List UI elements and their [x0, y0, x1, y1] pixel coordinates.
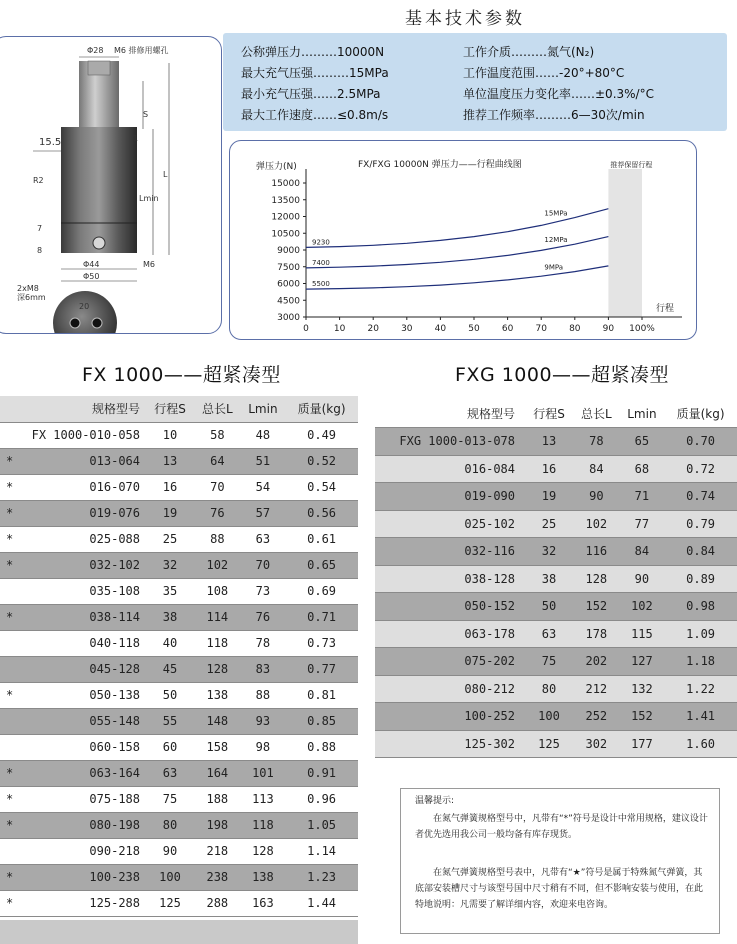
dim-m6-thread: M6 排修用螺孔: [114, 46, 169, 55]
row-stroke: 38: [525, 565, 573, 593]
row-mark: [0, 656, 16, 682]
row-stroke: 60: [146, 734, 194, 760]
param-row: [223, 43, 727, 64]
bottom-view-disc: [53, 291, 117, 333]
table-row: [375, 538, 737, 566]
row-stroke: 25: [146, 526, 194, 552]
param-temp-range: 工作温度范围……-20°+80°C: [463, 66, 625, 80]
row-model: 075-202: [375, 648, 525, 676]
param-temp-coeff: 单位温度压力变化率……±0.3%/°C: [463, 87, 654, 101]
row-total-length: 148: [194, 708, 241, 734]
param-max-pressure: 最大充气压强………15MPa: [241, 66, 389, 80]
row-mass: 1.44: [285, 890, 358, 916]
row-total-length: 252: [573, 703, 620, 731]
y-tick-label: 10500: [271, 229, 300, 240]
row-total-length: 84: [573, 455, 620, 483]
row-mass: 0.49: [285, 422, 358, 448]
row-lmin: 127: [620, 648, 665, 676]
table-row: [0, 552, 358, 578]
row-mark: *: [0, 812, 16, 838]
row-lmin: 118: [241, 812, 286, 838]
row-stroke: 125: [525, 730, 573, 758]
row-total-length: 178: [573, 620, 620, 648]
table-row: [0, 422, 358, 448]
force-stroke-chart: [230, 141, 696, 339]
row-total-length: 102: [194, 552, 241, 578]
table-header-row: [0, 396, 358, 422]
param-row: [223, 85, 727, 106]
parameters-box: [223, 33, 727, 131]
dim-20: 20: [79, 302, 90, 311]
row-mark: [0, 630, 16, 656]
dim-lmin: Lmin: [139, 194, 159, 203]
row-total-length: 78: [573, 428, 620, 456]
reserved-stroke-zone: [608, 169, 642, 317]
row-mass: 0.54: [285, 474, 358, 500]
x-tick-label: 40: [434, 324, 447, 334]
technical-drawing: [0, 37, 221, 333]
row-total-length: 58: [194, 422, 241, 448]
row-model: 038-128: [375, 565, 525, 593]
row-lmin: 101: [241, 760, 286, 786]
row-mark: *: [0, 552, 16, 578]
table-row: [0, 838, 358, 864]
row-model: 125-302: [375, 730, 525, 758]
header-model: 规格型号: [375, 400, 525, 428]
row-stroke: 50: [146, 682, 194, 708]
row-lmin: 54: [241, 474, 286, 500]
row-model: 032-116: [375, 538, 525, 566]
row-mark: [0, 734, 16, 760]
row-model: 080-212: [375, 675, 525, 703]
x-tick-label: 20: [367, 324, 379, 334]
row-total-length: 238: [194, 864, 241, 890]
row-mass: 1.22: [664, 675, 737, 703]
x-tick-label: 70: [535, 324, 547, 334]
row-lmin: 138: [241, 864, 286, 890]
row-model: FXG 1000-013-078: [375, 428, 525, 456]
row-total-length: 70: [194, 474, 241, 500]
row-total-length: 218: [194, 838, 241, 864]
row-lmin: 115: [620, 620, 665, 648]
y-axis-label: 弹压力(N): [256, 162, 297, 172]
row-mass: 0.69: [285, 578, 358, 604]
row-lmin: 152: [620, 703, 665, 731]
chart-title: FX/FXG 10000N 弹压力——行程曲线图: [358, 160, 522, 170]
dim-phi-50: Φ50: [83, 272, 100, 281]
table-row: [0, 760, 358, 786]
row-lmin: 83: [241, 656, 286, 682]
row-mass: 0.79: [664, 510, 737, 538]
header-mass: 质量(kg): [664, 400, 737, 428]
fxg-spec-table: [375, 400, 737, 758]
y-tick-label: 9000: [277, 246, 300, 256]
row-model: 038-114: [16, 604, 146, 630]
x-tick-label: 60: [501, 324, 514, 334]
row-mark: [0, 708, 16, 734]
row-mark: *: [0, 604, 16, 630]
row-lmin: 73: [241, 578, 286, 604]
row-lmin: 102: [620, 593, 665, 621]
row-lmin: 77: [620, 510, 665, 538]
header-total-length: 总长L: [573, 400, 620, 428]
row-model: 019-090: [375, 483, 525, 511]
notice-box: [400, 788, 720, 934]
dim-total-length: L: [163, 170, 168, 179]
row-model: 063-178: [375, 620, 525, 648]
row-mark: *: [0, 760, 16, 786]
row-mass: 0.65: [285, 552, 358, 578]
row-mark: [0, 422, 16, 448]
table-row: [375, 428, 737, 456]
series-start-label: 9230: [312, 238, 330, 247]
x-tick-label: 50: [468, 324, 480, 334]
row-lmin: 98: [241, 734, 286, 760]
dim-m6: M6: [143, 260, 155, 269]
table-row: [375, 648, 737, 676]
row-lmin: 65: [620, 428, 665, 456]
row-mass: 0.56: [285, 500, 358, 526]
row-stroke: 25: [525, 510, 573, 538]
row-mark: *: [0, 864, 16, 890]
row-total-length: 102: [573, 510, 620, 538]
param-max-speed: 最大工作速度……≤0.8m/s: [241, 108, 389, 122]
row-mass: 1.23: [285, 864, 358, 890]
header-total-length: 总长L: [194, 396, 241, 422]
row-stroke: 19: [525, 483, 573, 511]
row-mark: [0, 838, 16, 864]
y-tick-label: 4500: [277, 296, 300, 307]
row-total-length: 288: [194, 890, 241, 916]
row-mark: *: [0, 526, 16, 552]
row-total-length: 88: [194, 526, 241, 552]
table-row: [375, 510, 737, 538]
table-row: [0, 812, 358, 838]
row-mass: 1.14: [285, 838, 358, 864]
y-tick-label: 13500: [271, 195, 300, 206]
row-mass: 0.72: [664, 455, 737, 483]
y-tick-label: 6000: [277, 279, 300, 290]
row-total-length: 138: [194, 682, 241, 708]
fx-series-title: FX 1000——超紧凑型: [82, 364, 281, 386]
table-row: [0, 526, 358, 552]
dim-8: 8: [37, 246, 43, 255]
row-mark: [0, 578, 16, 604]
row-model: 090-218: [16, 838, 146, 864]
table-row: [0, 786, 358, 812]
row-stroke: 16: [146, 474, 194, 500]
row-stroke: 125: [146, 890, 194, 916]
row-total-length: 108: [194, 578, 241, 604]
row-mark: *: [0, 448, 16, 474]
row-stroke: 13: [146, 448, 194, 474]
row-model: 125-288: [16, 890, 146, 916]
row-lmin: 48: [241, 422, 286, 448]
row-mass: 0.61: [285, 526, 358, 552]
x-tick-label: 90: [602, 324, 615, 334]
row-total-length: 302: [573, 730, 620, 758]
header-mark: [0, 396, 16, 422]
row-model: 016-084: [375, 455, 525, 483]
row-model: 050-138: [16, 682, 146, 708]
row-lmin: 90: [620, 565, 665, 593]
table-row: [375, 483, 737, 511]
table-row: [375, 703, 737, 731]
row-mass: 0.96: [285, 786, 358, 812]
force-stroke-chart-panel: [229, 140, 697, 340]
fxg-series-title: FXG 1000——超紧凑型: [455, 364, 670, 386]
row-total-length: 118: [194, 630, 241, 656]
row-mass: 0.89: [664, 565, 737, 593]
table-row: [0, 890, 358, 916]
notice-paragraph-2: 在氮气弹簧规格型号表中，凡带有“★”符号是属于特殊氮气弹簧，其底部安装槽尺寸与该型号国中尺寸稍有不同，但不影响安装与使用，在此特地说明：凡需要了解详细内容，欢迎来电咨询。: [415, 868, 704, 910]
param-frequency: 推荐工作频率………6—30次/min: [463, 108, 645, 122]
dim-2xm8: 2xM8: [17, 284, 39, 293]
row-mass: 0.85: [285, 708, 358, 734]
row-model: 100-238: [16, 864, 146, 890]
table-row: [0, 578, 358, 604]
table-header-row: [375, 400, 737, 428]
row-stroke: 90: [146, 838, 194, 864]
x-tick-label: 10: [333, 324, 346, 334]
header-mass: 质量(kg): [285, 396, 358, 422]
y-tick-label: 7500: [277, 262, 300, 273]
row-model: 080-198: [16, 812, 146, 838]
row-total-length: 128: [194, 656, 241, 682]
row-total-length: 114: [194, 604, 241, 630]
series-label: 15MPa: [544, 209, 568, 218]
row-lmin: 68: [620, 455, 665, 483]
row-mark: *: [0, 890, 16, 916]
row-mass: 0.70: [664, 428, 737, 456]
row-total-length: 202: [573, 648, 620, 676]
cylinder-body: [61, 139, 137, 223]
x-tick-label: 0: [303, 324, 309, 334]
table-row: [0, 448, 358, 474]
row-model: 060-158: [16, 734, 146, 760]
table-row: [0, 630, 358, 656]
fx-spec-table: [0, 396, 358, 917]
row-mass: 0.74: [664, 483, 737, 511]
series-label: 9MPa: [544, 263, 564, 272]
row-mass: 0.73: [285, 630, 358, 656]
row-stroke: 13: [525, 428, 573, 456]
row-stroke: 32: [525, 538, 573, 566]
dim-rod-diameter: Φ28: [87, 46, 104, 55]
row-mass: 0.88: [285, 734, 358, 760]
row-lmin: 113: [241, 786, 286, 812]
row-lmin: 93: [241, 708, 286, 734]
table-row: [375, 565, 737, 593]
table-row: [0, 474, 358, 500]
table-row: [375, 593, 737, 621]
row-stroke: 32: [146, 552, 194, 578]
param-medium: 工作介质………氮气(N₂): [463, 45, 595, 59]
row-model: 025-088: [16, 526, 146, 552]
param-row: [223, 64, 727, 85]
table-row: [375, 620, 737, 648]
dim-15-5: 15.5: [39, 137, 62, 148]
row-model: 075-188: [16, 786, 146, 812]
y-tick-label: 15000: [271, 179, 300, 189]
row-stroke: 100: [525, 703, 573, 731]
row-total-length: 64: [194, 448, 241, 474]
header-lmin: Lmin: [241, 396, 286, 422]
row-mass: 1.41: [664, 703, 737, 731]
row-mass: 1.60: [664, 730, 737, 758]
row-stroke: 16: [525, 455, 573, 483]
row-stroke: 10: [146, 422, 194, 448]
table-row: [375, 730, 737, 758]
row-model: 016-070: [16, 474, 146, 500]
row-mass: 0.52: [285, 448, 358, 474]
reserved-zone-label: 推荐保留行程: [610, 161, 653, 169]
row-model: 025-102: [375, 510, 525, 538]
row-stroke: 50: [525, 593, 573, 621]
row-mass: 0.81: [285, 682, 358, 708]
row-lmin: 88: [241, 682, 286, 708]
row-mass: 0.84: [664, 538, 737, 566]
table-row: [0, 604, 358, 630]
row-mass: 0.77: [285, 656, 358, 682]
table-row: [0, 708, 358, 734]
table-row: [0, 864, 358, 890]
x-tick-label: 30: [401, 324, 413, 334]
dim-stroke: S: [143, 110, 149, 119]
row-stroke: 100: [146, 864, 194, 890]
table-row: [0, 682, 358, 708]
param-row: [223, 106, 727, 127]
dim-phi-44: Φ44: [83, 260, 100, 269]
row-total-length: 158: [194, 734, 241, 760]
row-model: 063-164: [16, 760, 146, 786]
row-stroke: 80: [146, 812, 194, 838]
dim-depth: 深6mm: [17, 293, 46, 302]
table-row: [375, 675, 737, 703]
y-tick-label: 3000: [277, 313, 300, 323]
x-axis-label: 行程: [656, 304, 675, 314]
series-start-label: 7400: [312, 258, 330, 267]
row-total-length: 164: [194, 760, 241, 786]
row-mass: 0.71: [285, 604, 358, 630]
notice-paragraph-1: 在氮气弹簧规格型号中，凡带有“*”符号是设计中常用规格，建议设计者优先选用我公司一般均备有库存现货。: [415, 814, 708, 840]
row-stroke: 55: [146, 708, 194, 734]
row-mass: 1.09: [664, 620, 737, 648]
row-lmin: 51: [241, 448, 286, 474]
row-model: 055-148: [16, 708, 146, 734]
row-mass: 0.91: [285, 760, 358, 786]
table-row: [0, 656, 358, 682]
technical-drawing-panel: [0, 36, 222, 334]
row-lmin: 70: [241, 552, 286, 578]
row-stroke: 19: [146, 500, 194, 526]
row-lmin: 132: [620, 675, 665, 703]
row-stroke: 75: [525, 648, 573, 676]
row-model: 045-128: [16, 656, 146, 682]
row-stroke: 63: [525, 620, 573, 648]
row-stroke: 40: [146, 630, 194, 656]
series-start-label: 5500: [312, 280, 330, 289]
row-lmin: 76: [241, 604, 286, 630]
row-lmin: 71: [620, 483, 665, 511]
header-lmin: Lmin: [620, 400, 665, 428]
dim-r2: R2: [33, 176, 44, 185]
row-total-length: 76: [194, 500, 241, 526]
header-model: 规格型号: [16, 396, 146, 422]
row-mark: *: [0, 682, 16, 708]
notice-title: 温馨提示:: [415, 796, 455, 806]
row-total-length: 188: [194, 786, 241, 812]
row-model: 050-152: [375, 593, 525, 621]
x-tick-label: 80: [569, 324, 581, 334]
row-stroke: 38: [146, 604, 194, 630]
row-mass: 1.05: [285, 812, 358, 838]
page-title: 基本技术参数: [405, 9, 525, 29]
y-tick-label: 12000: [271, 212, 300, 223]
row-lmin: 163: [241, 890, 286, 916]
row-model: FX 1000-010-058: [16, 422, 146, 448]
row-stroke: 80: [525, 675, 573, 703]
table-row: [0, 734, 358, 760]
row-total-length: 128: [573, 565, 620, 593]
fx-table-footer: [0, 920, 358, 944]
row-mark: *: [0, 786, 16, 812]
row-stroke: 63: [146, 760, 194, 786]
row-total-length: 116: [573, 538, 620, 566]
row-model: 100-252: [375, 703, 525, 731]
row-model: 032-102: [16, 552, 146, 578]
row-stroke: 35: [146, 578, 194, 604]
row-lmin: 128: [241, 838, 286, 864]
header-stroke: 行程S: [525, 400, 573, 428]
param-nominal-force: 公称弹压力………10000N: [241, 45, 385, 59]
row-model: 019-076: [16, 500, 146, 526]
row-model: 035-108: [16, 578, 146, 604]
row-mass: 0.98: [664, 593, 737, 621]
row-lmin: 57: [241, 500, 286, 526]
row-lmin: 63: [241, 526, 286, 552]
row-total-length: 212: [573, 675, 620, 703]
row-lmin: 84: [620, 538, 665, 566]
row-lmin: 177: [620, 730, 665, 758]
table-row: [375, 455, 737, 483]
dim-7: 7: [37, 224, 43, 233]
row-mark: *: [0, 474, 16, 500]
row-total-length: 198: [194, 812, 241, 838]
series-label: 12MPa: [544, 236, 568, 245]
table-row: [0, 500, 358, 526]
row-total-length: 152: [573, 593, 620, 621]
x-tick-label: 100%: [629, 324, 655, 334]
row-model: 040-118: [16, 630, 146, 656]
row-stroke: 45: [146, 656, 194, 682]
dim-1: 1: [133, 134, 139, 143]
row-model: 013-064: [16, 448, 146, 474]
row-mass: 1.18: [664, 648, 737, 676]
row-total-length: 90: [573, 483, 620, 511]
row-mark: *: [0, 500, 16, 526]
row-stroke: 75: [146, 786, 194, 812]
param-min-pressure: 最小充气压强……2.5MPa: [241, 87, 381, 101]
header-stroke: 行程S: [146, 396, 194, 422]
row-lmin: 78: [241, 630, 286, 656]
